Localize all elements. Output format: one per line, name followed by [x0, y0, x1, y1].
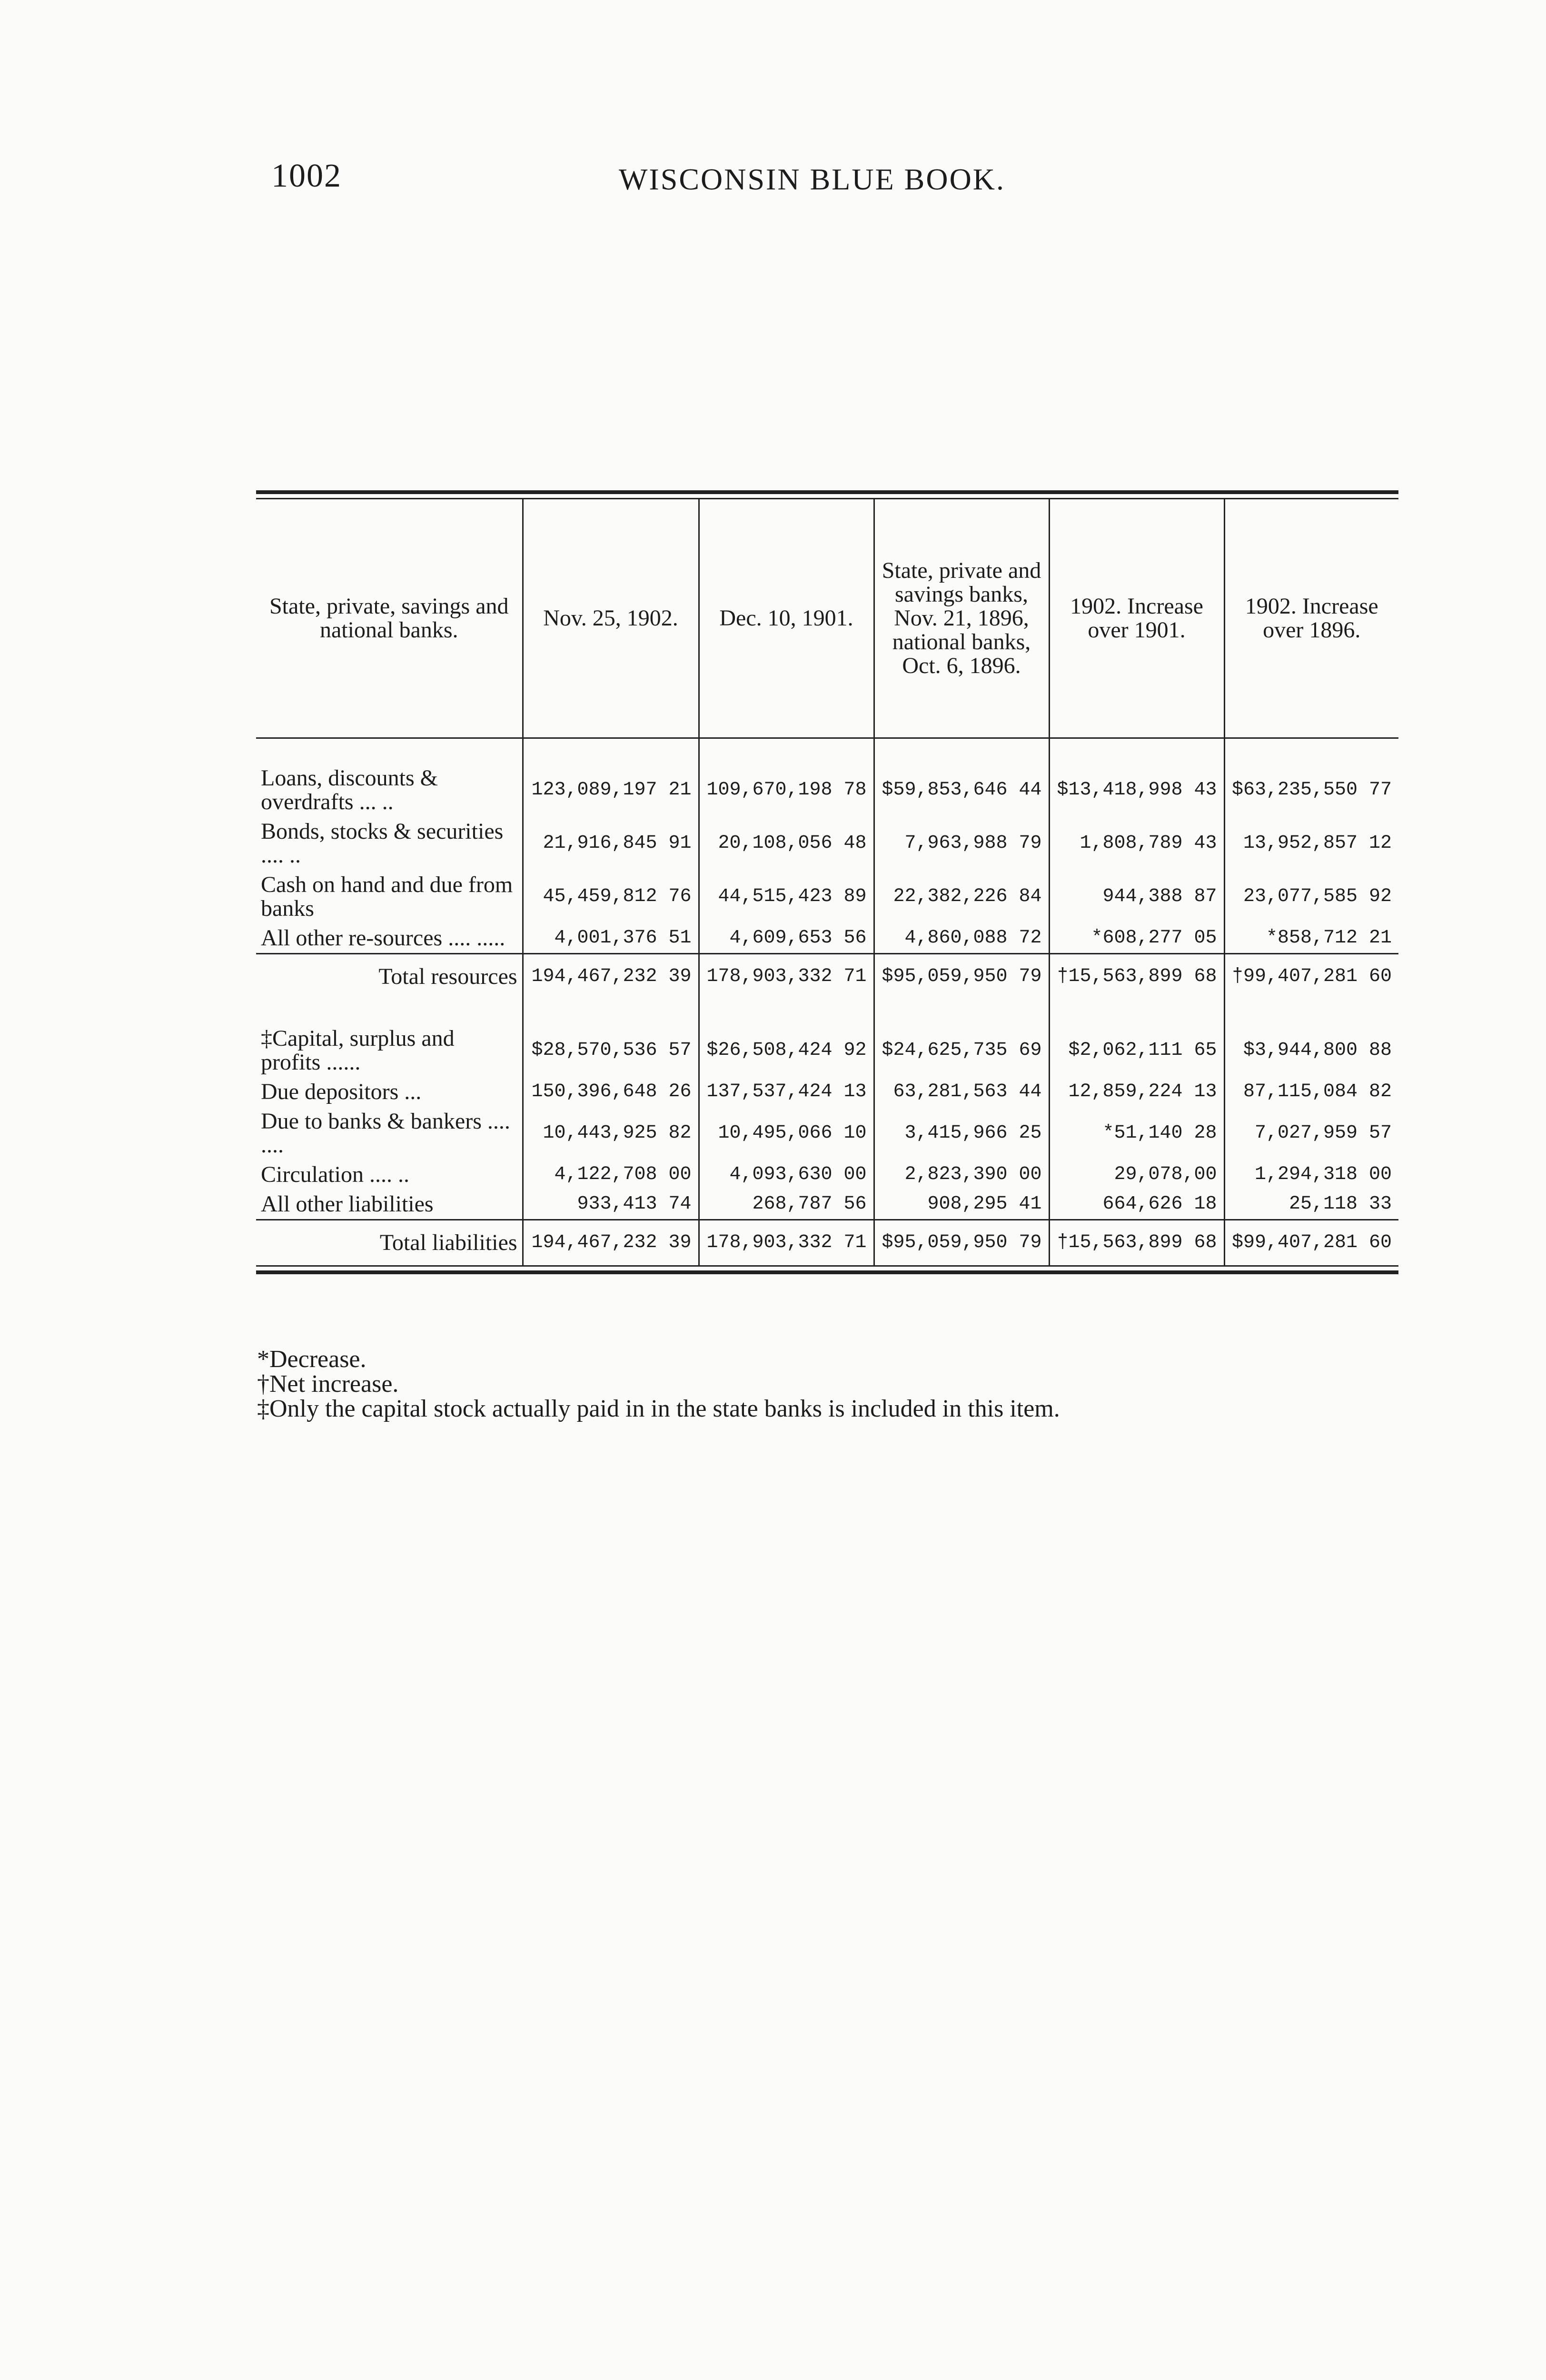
column-header-dec-1901: Dec. 10, 1901. — [699, 499, 874, 737]
table-cell: 178,903,332 71 — [699, 1220, 874, 1266]
table-cell: $95,059,950 79 — [874, 954, 1049, 1000]
table-bottom-rule-thick — [256, 1270, 1398, 1274]
table-cell: 1,808,789 43 — [1049, 817, 1224, 870]
table-cell: $13,418,998 43 — [1049, 764, 1224, 817]
table-cell: $3,944,800 88 — [1224, 1024, 1398, 1077]
page-number: 1002 — [271, 158, 342, 194]
table-row — [256, 923, 1398, 954]
table-cell: 10,443,925 82 — [523, 1107, 699, 1160]
table-cell: 150,396,648 26 — [523, 1077, 699, 1107]
table-cell: 123,089,197 21 — [523, 764, 699, 817]
table-cell: *608,277 05 — [1049, 923, 1224, 954]
table-top-rule-thick — [256, 490, 1398, 494]
total-resources-row — [256, 954, 1398, 1000]
row-label: Total liabilities — [256, 1220, 523, 1266]
column-header-nov-1902: Nov. 25, 1902. — [523, 499, 699, 737]
table-cell: 194,467,232 39 — [523, 954, 699, 1000]
table-cell: 87,115,084 82 — [1224, 1077, 1398, 1107]
table-cell: 944,388 87 — [1049, 870, 1224, 923]
table-row — [256, 870, 1398, 923]
table-cell: 2,823,390 00 — [874, 1160, 1049, 1190]
table-cell: $28,570,536 57 — [523, 1024, 699, 1077]
table-cell: 12,859,224 13 — [1049, 1077, 1224, 1107]
row-label: ‡Capital, surplus and profits ...... — [261, 1026, 455, 1075]
table-cell: †99,407,281 60 — [1224, 954, 1398, 1000]
table-cell: *51,140 28 — [1049, 1107, 1224, 1160]
table-cell: $24,625,735 69 — [874, 1024, 1049, 1077]
table-row — [256, 764, 1398, 817]
table-cell: 908,295 41 — [874, 1190, 1049, 1220]
table-cell: 21,916,845 91 — [523, 817, 699, 870]
table-row — [256, 817, 1398, 870]
table-cell: 137,537,424 13 — [699, 1077, 874, 1107]
table-cell: $95,059,950 79 — [874, 1220, 1049, 1266]
table-cell: $2,062,111 65 — [1049, 1024, 1224, 1077]
table-cell: 10,495,066 10 — [699, 1107, 874, 1160]
row-label: Loans, discounts & overdrafts ... .. — [261, 765, 438, 814]
table-cell: 268,787 56 — [699, 1190, 874, 1220]
table-cell: 20,108,056 48 — [699, 817, 874, 870]
footnotes — [257, 1347, 1399, 1421]
table-row — [256, 1107, 1398, 1160]
table-cell: 63,281,563 44 — [874, 1077, 1049, 1107]
table-cell: $99,407,281 60 — [1224, 1220, 1398, 1266]
table-row — [256, 1077, 1398, 1107]
bank-statistics-table — [256, 490, 1398, 1274]
column-header-1896: State, private and savings banks, Nov. 21, 1896, national banks, Oct. 6, 1896. — [874, 499, 1049, 737]
table-cell: $63,235,550 77 — [1224, 764, 1398, 817]
table-cell: 25,118 33 — [1224, 1190, 1398, 1220]
table-cell: 178,903,332 71 — [699, 954, 874, 1000]
table-cell: $26,508,424 92 — [699, 1024, 874, 1077]
table-cell: 29,078,00 — [1049, 1160, 1224, 1190]
table-cell: 4,860,088 72 — [874, 923, 1049, 954]
table-cell: 44,515,423 89 — [699, 870, 874, 923]
table-cell: †15,563,899 68 — [1049, 1220, 1224, 1266]
row-label: Due depositors ... — [261, 1079, 422, 1104]
table-cell: 109,670,198 78 — [699, 764, 874, 817]
running-title: WISCONSIN BLUE BOOK. — [619, 162, 1005, 196]
row-label: Bonds, stocks & securities .... .. — [261, 819, 504, 868]
table-cell: 13,952,857 12 — [1224, 817, 1398, 870]
table-cell: 664,626 18 — [1049, 1190, 1224, 1220]
footnote-net-increase: †Net increase. — [257, 1370, 399, 1398]
total-liabilities-row — [256, 1220, 1398, 1266]
table-row — [256, 1190, 1398, 1220]
table-cell: 3,415,966 25 — [874, 1107, 1049, 1160]
table-cell: 4,122,708 00 — [523, 1160, 699, 1190]
row-label: Circulation .... .. — [261, 1162, 409, 1187]
table-cell: 933,413 74 — [523, 1190, 699, 1220]
table-cell: 7,963,988 79 — [874, 817, 1049, 870]
table-cell: 4,093,630 00 — [699, 1160, 874, 1190]
column-header-increase-1896: 1902. Increase over 1896. — [1224, 499, 1398, 737]
column-header-increase-1901: 1902. Increase over 1901. — [1049, 499, 1224, 737]
row-label: All other liabilities — [261, 1191, 434, 1217]
column-header-bank-type: State, private, savings and national banks. — [269, 594, 509, 643]
table-cell: 4,609,653 56 — [699, 923, 874, 954]
table-header — [256, 499, 1398, 737]
row-label: Cash on hand and due from banks — [261, 872, 513, 921]
table-row — [256, 1160, 1398, 1190]
table-cell: 4,001,376 51 — [523, 923, 699, 954]
table-cell: 7,027,959 57 — [1224, 1107, 1398, 1160]
row-label: Due to banks & bankers .... .... — [261, 1109, 510, 1158]
table-cell: $59,853,646 44 — [874, 764, 1049, 817]
table-cell: *858,712 21 — [1224, 923, 1398, 954]
footnote-decrease: *Decrease. — [257, 1346, 367, 1373]
row-label: All other re-sources .... ..... — [261, 925, 505, 951]
table-cell: 23,077,585 92 — [1224, 870, 1398, 923]
footnote-capital-stock: ‡Only the capital stock actually paid in in the state banks is included in this item. — [257, 1395, 1060, 1422]
table-body — [256, 739, 1398, 1265]
table-row — [256, 1024, 1398, 1077]
row-label: Total resources — [256, 954, 523, 1000]
table-cell: 22,382,226 84 — [874, 870, 1049, 923]
table-cell: 1,294,318 00 — [1224, 1160, 1398, 1190]
table-cell: 194,467,232 39 — [523, 1220, 699, 1266]
table-cell: 45,459,812 76 — [523, 870, 699, 923]
table-cell: †15,563,899 68 — [1049, 954, 1224, 1000]
